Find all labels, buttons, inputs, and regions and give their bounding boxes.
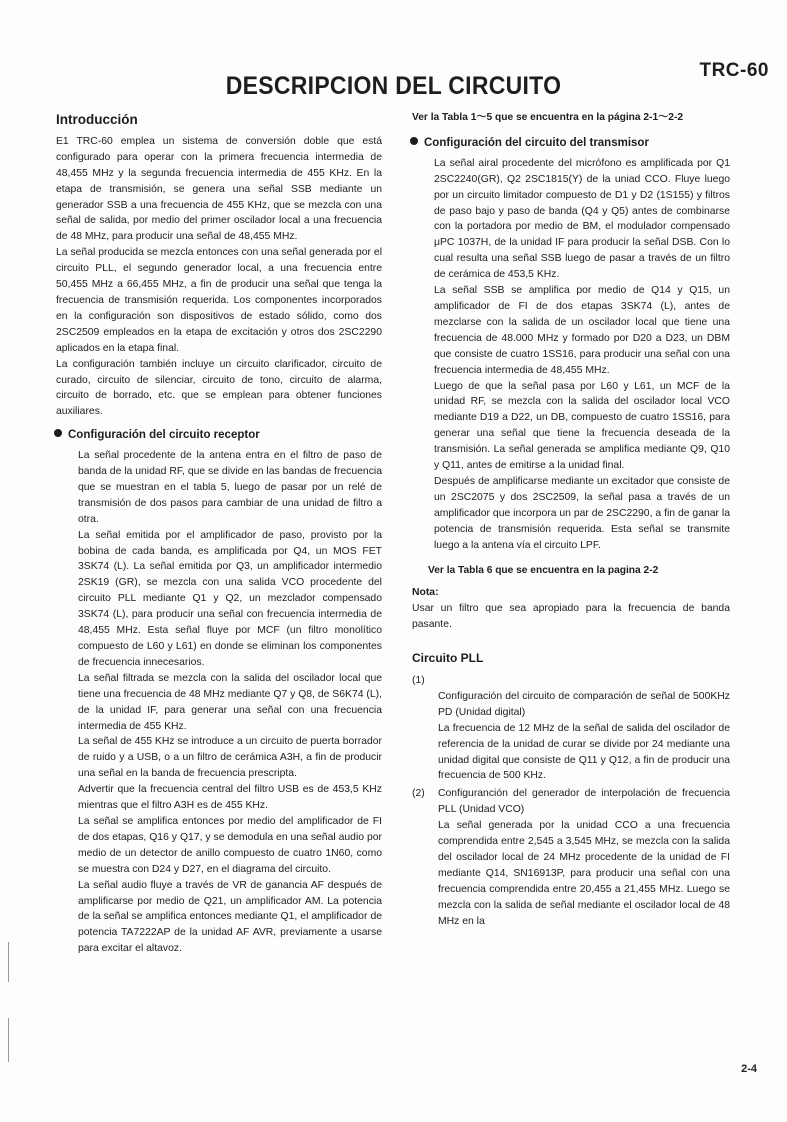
paragraph: E1 TRC-60 emplea un sistema de conversión doble que está configurado para operar con la primera frecuencia intermedia de 48,455 MHz y la segunda frecuencia intermedia de 455 KHz. En la etapa de transmisión, se genera una señal SSB mediante un generador SSB a una frecuencia de 455 KHz, que se mezcla con una señal de salida, por medio del primer oscilador local a una frecuencia de 48 MHz, para producir una señal de 48,455 MHz.: [56, 135, 382, 243]
bullet-icon: [410, 137, 418, 145]
paragraph: La señal emitida por el amplificador de paso, provisto por la bobina de cada banda, es amplificada por Q4, un MOS FET 3SK74 (L). La señal emitida por Q3, un amplificador intermedio 2SK19 (GR), se mezcla con una salida VCO procedente del circuito PLL mediante Q1 y Q2, un mezclador compensado 3SK74 (L), para producir una señal con frecuencia intermedia de 48,455 MHz. Esta señal fluye por MCF (un filtro monolítico compuesto de L60 y L61) en donde se eliminan los componentes de frecuencia innecesarios.: [78, 529, 382, 668]
margin-mark: [8, 1018, 9, 1062]
paragraph: Advertir que la frecuencia central del filtro USB es de 453,5 KHz mientras que el filtro A3H es de 455 KHz.: [78, 784, 382, 812]
margin-mark: [8, 942, 9, 982]
intro-text: [56, 134, 382, 420]
paragraph: La señal filtrada se mezcla con la salida del oscilador local que tiene una frecuencia de 48 MHz mediante Q7 y Q8, de S6K74 (L), de la unidad IF, para generar una señal con una frecuencia intermedia de 455 KHz.: [78, 672, 382, 732]
note-title: Nota:: [412, 587, 439, 599]
pll-item: [412, 673, 730, 784]
page-title: DESCRIPCION DEL CIRCUITO: [225, 72, 562, 100]
receiver-text: [56, 448, 382, 957]
paragraph: Luego de que la señal pasa por L60 y L61, un MCF de la unidad RF, se mezcla con la salida del oscilador local VCO mediante D19 a D22, un DB, compuesto de cuatro 1SS16, para generar una señal que tiene la frecuencia deseada de la transmisión. La señal generada se amplifica mediante Q9, Q10 y Q11, antes de emitirse a la unidad final.: [434, 380, 730, 472]
paragraph: La configuración también incluye un circuito clarificador, circuito de curado, circuito de silenciar, circuito de tono, circuito de alarma, circuito de borrado, etc. que se emplean para obtener funciones auxiliares.: [56, 358, 382, 418]
paragraph: La señal se amplifica entonces por medio del amplificador de FI de dos etapas, Q16 y Q17, y se demodula en una señal audio por medio de un detector de anillo compuesto de cuatro 1N60, como se muestra con D24 y D27, en el diagrama del circuito.: [78, 815, 382, 875]
right-column: [412, 110, 730, 932]
paragraph: La señal airal procedente del micrófono es amplificada por Q1 2SC2240(GR), Q2 2SC1815(Y) de la uniad CCO. Fluye luego por un circuito limitador compuesto de D1 y D2 (1S155) y filtros de paso bajo y paso de banda (Q4 y Q5) antes de combinarse con la portadora por medio de BM, el modulador compensado μPC 1037H, de la unidad IF para producir la señal DSB. Con lo cual resulta una señal SSB luego de pasar a través de un filtro de cerámica de 453,5 KHz.: [434, 157, 730, 281]
pll-item-body: La frecuencia de 12 MHz de la señal de salida del oscilador de referencia de la unidad de curar se divide por 24 mediante una unidad digital que consiste de Q11 y Q12, a fin de producir una frecuencia de 500 KHz.: [438, 722, 730, 782]
page-number: 2-4: [741, 1063, 757, 1075]
pll-item-title: Configuranción del generador de interpolación de frecuencia PLL (Unidad VCO): [438, 788, 730, 816]
table-reference-1: Ver la Tabla 1～5 que se encuentra en la página 2-1～2-2: [412, 112, 684, 123]
intro-heading: Introducción: [56, 112, 138, 127]
pll-list: [412, 673, 730, 930]
left-column: [56, 112, 382, 957]
pll-heading: Circuito PLL: [412, 651, 484, 666]
bullet-icon: [54, 429, 62, 437]
paragraph: La señal producida se mezcla entonces con una señal generada por el circuito PLL, el segundo generador local, a una frecuencia entre 50,455 MHz a 66,455 MHz, a fin de producir una señal que tenga la frecuencia de transmisión requerida. Los componentes incorporados en la configuración son dispositivos de estado sólido, como dos 2SC2509 empleados en la etapa de excitación y otros dos 2SC2290 aplicados en la etapa final.: [56, 247, 382, 354]
paragraph: La señal SSB se amplifica por medio de Q14 y Q15, un amplificador de FI de dos etapas 3SK74 (L), antes de mezclarse con la salida de un oscilador local que tiene una frecuencia de 48.000 MHz y formado por D20 a D23, un DBM que consiste de cuatro 1SS16, para producir una señal con una frecuencia intermedia de 48,455 MHz.: [434, 285, 730, 376]
transmitter-text: [412, 156, 730, 554]
paragraph: La señal de 455 KHz se introduce a un circuito de puerta borrador de ruido y a USB, o a un filtro de cerámica A3H, a fin de producir una señal en la banda de frecuencia prescripta.: [78, 736, 382, 780]
pll-item-number: (2): [412, 788, 425, 800]
note-text: Usar un filtro que sea apropiado para la frecuencia de banda pasante.: [412, 603, 730, 631]
paragraph: La señal audio fluye a través de VR de ganancia AF después de amplificarse por medio de Q21, un amplificador AM. La potencia de la señal se amplifica entonces mediante Q1, el amplificador de potencia TA7222AP de la unidad AF AVR, previamente a usarse para excitar el altavoz.: [78, 879, 382, 955]
pll-item-body: La señal generada por la unidad CCO a una frecuencia comprendida entre 2,545 a 3,545 MHz, se mezcla con la salida del oscilador local de 24 MHz procedente de la unidad de FI mediante Q14, SN16913P, para producir una señal con una frecuencia comprendida entre 20,455 a 21,455 MHz. Luego se mezcla con la salida de señal mediante el oscilador local de 48 MHz en la: [438, 820, 730, 927]
pll-item: [412, 786, 730, 929]
pll-item-body: Configuración del circuito de comparación de señal de 500KHz PD (Unidad digital): [438, 690, 730, 718]
pll-item-number: (1): [412, 675, 425, 686]
pll-item-title: [438, 673, 730, 689]
table-reference-2: Ver la Tabla 6 que se encuentra en la pagina 2-2: [428, 565, 659, 577]
paragraph: La señal procedente de la antena entra en el filtro de paso de banda de la unidad RF, que se divide en las bandas de frecuencia que se muestran en el tabla 5, luego de pasar por un relé de transmisión de dos pasos para cambiar de una unidad de filtro a otra.: [78, 450, 382, 525]
receiver-heading-label: Configuración del circuito receptor: [68, 429, 260, 442]
model-number: TRC-60: [699, 60, 769, 81]
paragraph: Después de amplificarse mediante un excitador que consiste de un 2SC2075 y dos 2SC2509, la señal pasa a través de un amplificador que incorpora un par de 2SC2290, a fin de ganar la potencia de transmisión requerida. Esta señal se transmite luego a la antena vía el circuito LPF.: [434, 475, 730, 551]
transmitter-heading-label: Configuración del circuito del transmisor: [424, 136, 649, 149]
receiver-heading: [56, 428, 382, 444]
transmitter-heading: [412, 136, 730, 152]
